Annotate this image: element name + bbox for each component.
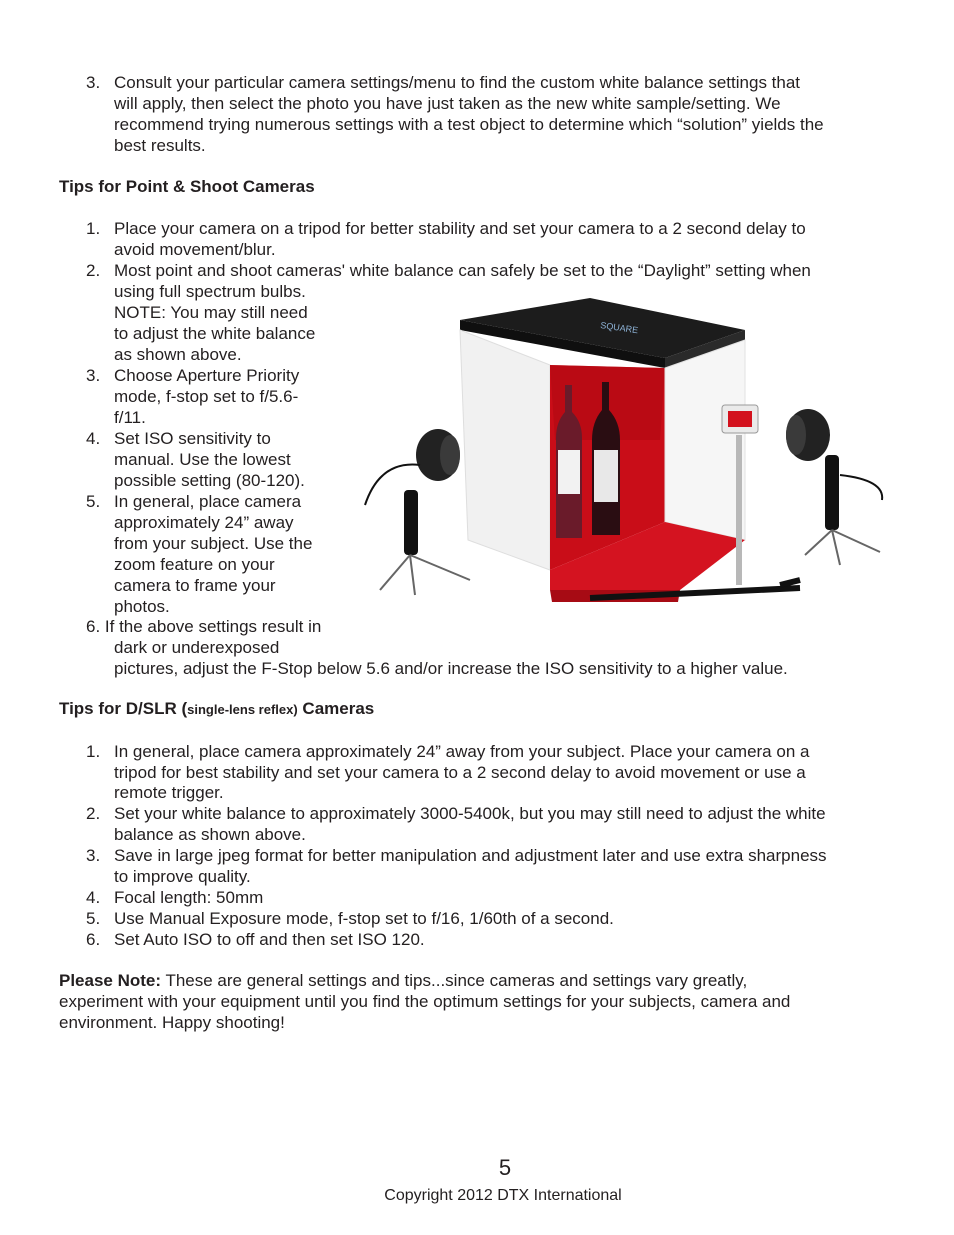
list-number: 3. — [86, 846, 101, 865]
list-text-line: from your subject. Use the — [114, 534, 313, 553]
left-lamp-handle — [404, 490, 418, 555]
list-text-line: camera to frame your — [114, 576, 276, 595]
list-number: 6. — [86, 930, 101, 949]
list-text-line: balance as shown above. — [114, 825, 306, 844]
list-text-line: Choose Aperture Priority — [114, 366, 300, 385]
note-label: Please Note: — [59, 971, 162, 990]
list-text-line: to improve quality. — [114, 867, 251, 886]
list-text-line: Focal length: 50mm — [114, 888, 264, 907]
note-text: These are general settings and tips...since cameras and settings vary greatly, — [161, 971, 748, 990]
list-text-line: In general, place camera — [114, 492, 302, 511]
list-text-line: Set your white balance to approximately 3000-5400k, but you may still need to adjust the white — [114, 804, 826, 823]
tent-brand-label: SQUARE — [599, 320, 639, 336]
page-number: 5 — [498, 1155, 512, 1180]
heading-part: Cameras — [297, 699, 375, 718]
section-heading-point-shoot: Tips for Point & Shoot Cameras — [59, 177, 315, 196]
list-text-line: Use Manual Exposure mode, f-stop set to f/16, 1/60th of a second. — [114, 909, 614, 928]
list-number: 4. — [86, 888, 101, 907]
list-text-line: Save in large jpeg format for better manipulation and adjustment later and use extra sharpness — [114, 846, 827, 865]
list-number: 4. — [86, 429, 101, 448]
list-text-line: pictures, adjust the F-Stop below 5.6 and/or increase the ISO sensitivity to a higher value. — [114, 659, 788, 678]
list-text-line: Most point and shoot cameras' white balance can safely be set to the “Daylight” setting when — [114, 261, 811, 280]
note-first-line — [59, 970, 747, 991]
light-tent-kit-photo — [360, 290, 890, 630]
list-text-line: dark or underexposed — [114, 638, 280, 657]
list-text-line: tripod for best stability and set your camera to a 2 second delay to avoid movement or use a — [114, 763, 806, 782]
camera-stand-pole — [736, 435, 742, 585]
heading-part: Tips for D/SLR ( — [59, 699, 188, 718]
list-text-line: Set Auto ISO to off and then set ISO 120. — [114, 930, 425, 949]
list-text-line: In general, place camera approximately 24” away from your subject. Place your camera on a — [114, 742, 810, 761]
list-number: 3. — [86, 366, 101, 385]
list-text-line: mode, f-stop set to f/5.6- — [114, 387, 299, 406]
list-text-line: remote trigger. — [114, 783, 224, 802]
note-text: experiment with your equipment until you find the optimum settings for your subjects, camera and — [59, 992, 791, 1011]
copyright-footer: Copyright 2012 DTX International — [384, 1187, 622, 1204]
list-number: 2. — [86, 261, 101, 280]
list-text-line: Place your camera on a tripod for better stability and set your camera to a 2 second delay to — [114, 219, 806, 238]
list-item-6-first-line: 6. If the above settings result in — [86, 617, 322, 636]
list-text-line: to adjust the white balance — [114, 324, 316, 343]
list-number: 3. — [86, 73, 101, 92]
list-text-line: approximately 24” away — [114, 513, 294, 532]
list-text-line: using full spectrum bulbs. — [114, 282, 306, 301]
list-text-line: as shown above. — [114, 345, 242, 364]
list-number: 2. — [86, 804, 101, 823]
list-text-line: photos. — [114, 597, 170, 616]
list-text-line: Set ISO sensitivity to — [114, 429, 271, 448]
list-text-line: avoid movement/blur. — [114, 240, 276, 259]
heading-small-part: single-lens reflex) — [187, 702, 298, 717]
right-lamp-handle — [825, 455, 839, 530]
list-text-line: possible setting (80-120). — [114, 471, 305, 490]
list-text-line: zoom feature on your — [114, 555, 275, 574]
list-number: 5. — [86, 909, 101, 928]
list-text-line: Consult your particular camera settings/menu to find the custom white balance settings that — [114, 73, 801, 92]
section-heading-dslr — [59, 698, 374, 720]
list-text-line: best results. — [114, 136, 206, 155]
note-text: environment. Happy shooting! — [59, 1013, 285, 1032]
list-text-line: manual. Use the lowest — [114, 450, 291, 469]
list-number: 5. — [86, 492, 101, 511]
list-text-line: will apply, then select the photo you have just taken as the new white sample/setting. We — [114, 94, 781, 113]
list-number: 1. — [86, 219, 101, 238]
list-text-line: recommend trying numerous settings with a test object to determine which “solution” yields the — [114, 115, 824, 134]
list-text-line: NOTE: You may still need — [114, 303, 308, 322]
list-text-line: f/11. — [114, 408, 146, 427]
list-number: 1. — [86, 742, 101, 761]
